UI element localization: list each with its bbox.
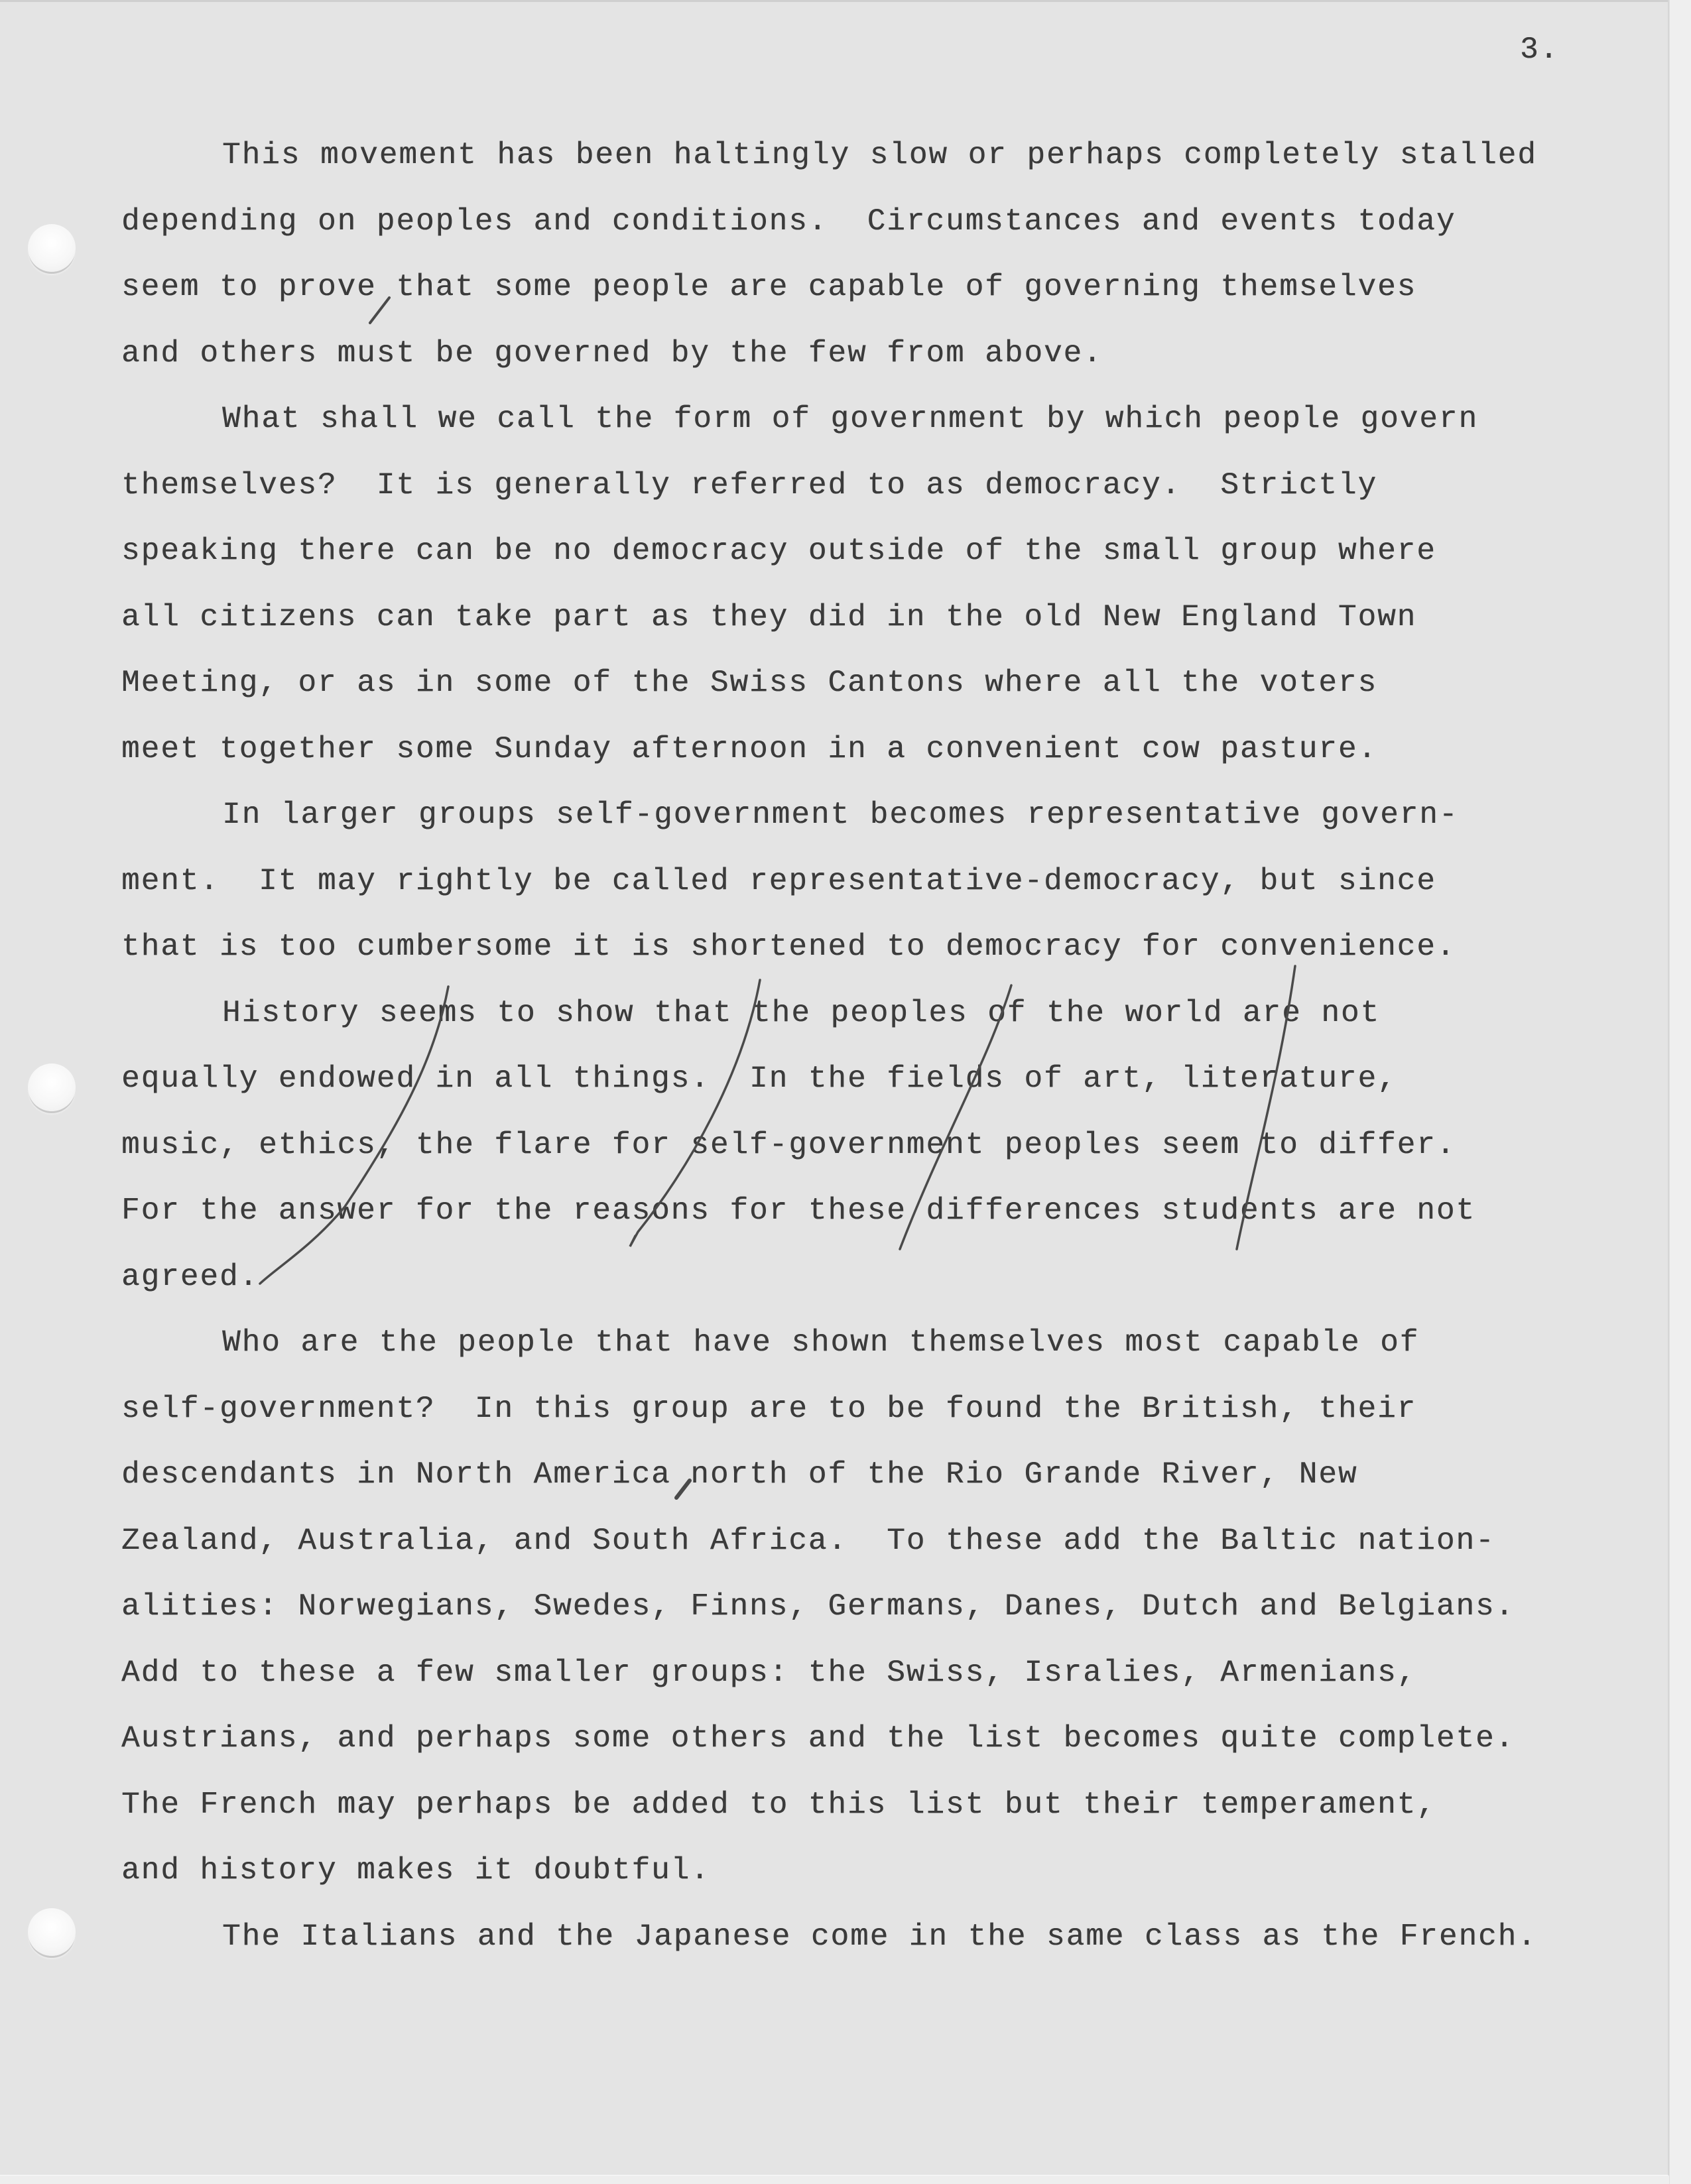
paragraph-first-line: What shall we call the form of government by which people govern xyxy=(222,402,1479,436)
paragraph-line: agreed. xyxy=(121,1259,259,1294)
paragraph-line: themselves? It is generally referred to as democracy. Strictly xyxy=(121,467,1378,503)
paragraph-first-line: In larger groups self-government becomes representative govern- xyxy=(222,798,1459,832)
page-number: 3. xyxy=(1520,32,1560,67)
paragraph-line: For the answer for the reasons for these differences students are not xyxy=(121,1193,1476,1228)
paragraph-line: alities: Norwegians, Swedes, Finns, Germans, Danes, Dutch and Belgians. xyxy=(121,1589,1515,1624)
paragraph-line: self-government? In this group are to be found the British, their xyxy=(121,1391,1417,1426)
page-top-edge xyxy=(0,0,1668,2)
punch-hole-top xyxy=(28,224,76,272)
paragraph-line: ment. It may rightly be called representative-democracy, but since xyxy=(121,863,1436,898)
paragraph-line: that is too cumbersome it is shortened to democracy for convenience. xyxy=(121,930,1456,964)
paragraph-line: equally endowed in all things. In the fields of art, literature, xyxy=(121,1062,1397,1096)
paragraph-line: music, ethics, the flare for self-government peoples seem to differ. xyxy=(121,1127,1456,1162)
paragraph-first-line: History seems to show that the peoples of the world are not xyxy=(222,995,1381,1030)
paragraph-first-line: This movement has been haltingly slow or perhaps completely stalled xyxy=(222,138,1537,172)
paragraph-line: depending on peoples and conditions. Circumstances and events today xyxy=(121,204,1456,239)
paragraph-line: seem to prove that some people are capable of governing themselves xyxy=(121,270,1417,304)
paragraph-line: all citizens can take part as they did in the old New England Town xyxy=(121,599,1417,635)
paragraph-line: descendants in North America north of the Rio Grande River, New xyxy=(121,1457,1358,1492)
paragraph-line: and others must be governed by the few from above. xyxy=(121,335,1103,371)
paragraph-line: Austrians, and perhaps some others and the list becomes quite complete. xyxy=(121,1721,1515,1756)
scan-margin-strip xyxy=(1669,0,1691,2184)
paragraph-line: meet together some Sunday afternoon in a convenient cow pasture. xyxy=(121,731,1378,766)
paragraph-line: Meeting, or as in some of the Swiss Cantons where all the voters xyxy=(121,666,1378,700)
paragraph-line: The French may perhaps be added to this list but their temperament, xyxy=(121,1787,1436,1822)
paragraph-line: and history makes it doubtful. xyxy=(121,1853,710,1888)
punch-hole-bottom xyxy=(28,1908,76,1956)
paragraph-line: Zealand, Australia, and South Africa. To these add the Baltic nation- xyxy=(121,1523,1495,1558)
paragraph-first-line: Who are the people that have shown themselves most capable of xyxy=(222,1325,1420,1360)
punch-hole-middle xyxy=(28,1063,76,1111)
paragraph-line: Add to these a few smaller groups: the Swiss, Isralies, Armenians, xyxy=(121,1655,1417,1690)
paragraph-line: speaking there can be no democracy outside of the small group where xyxy=(121,534,1436,568)
paragraph-first-line: The Italians and the Japanese come in the same class as the French. xyxy=(222,1919,1537,1954)
